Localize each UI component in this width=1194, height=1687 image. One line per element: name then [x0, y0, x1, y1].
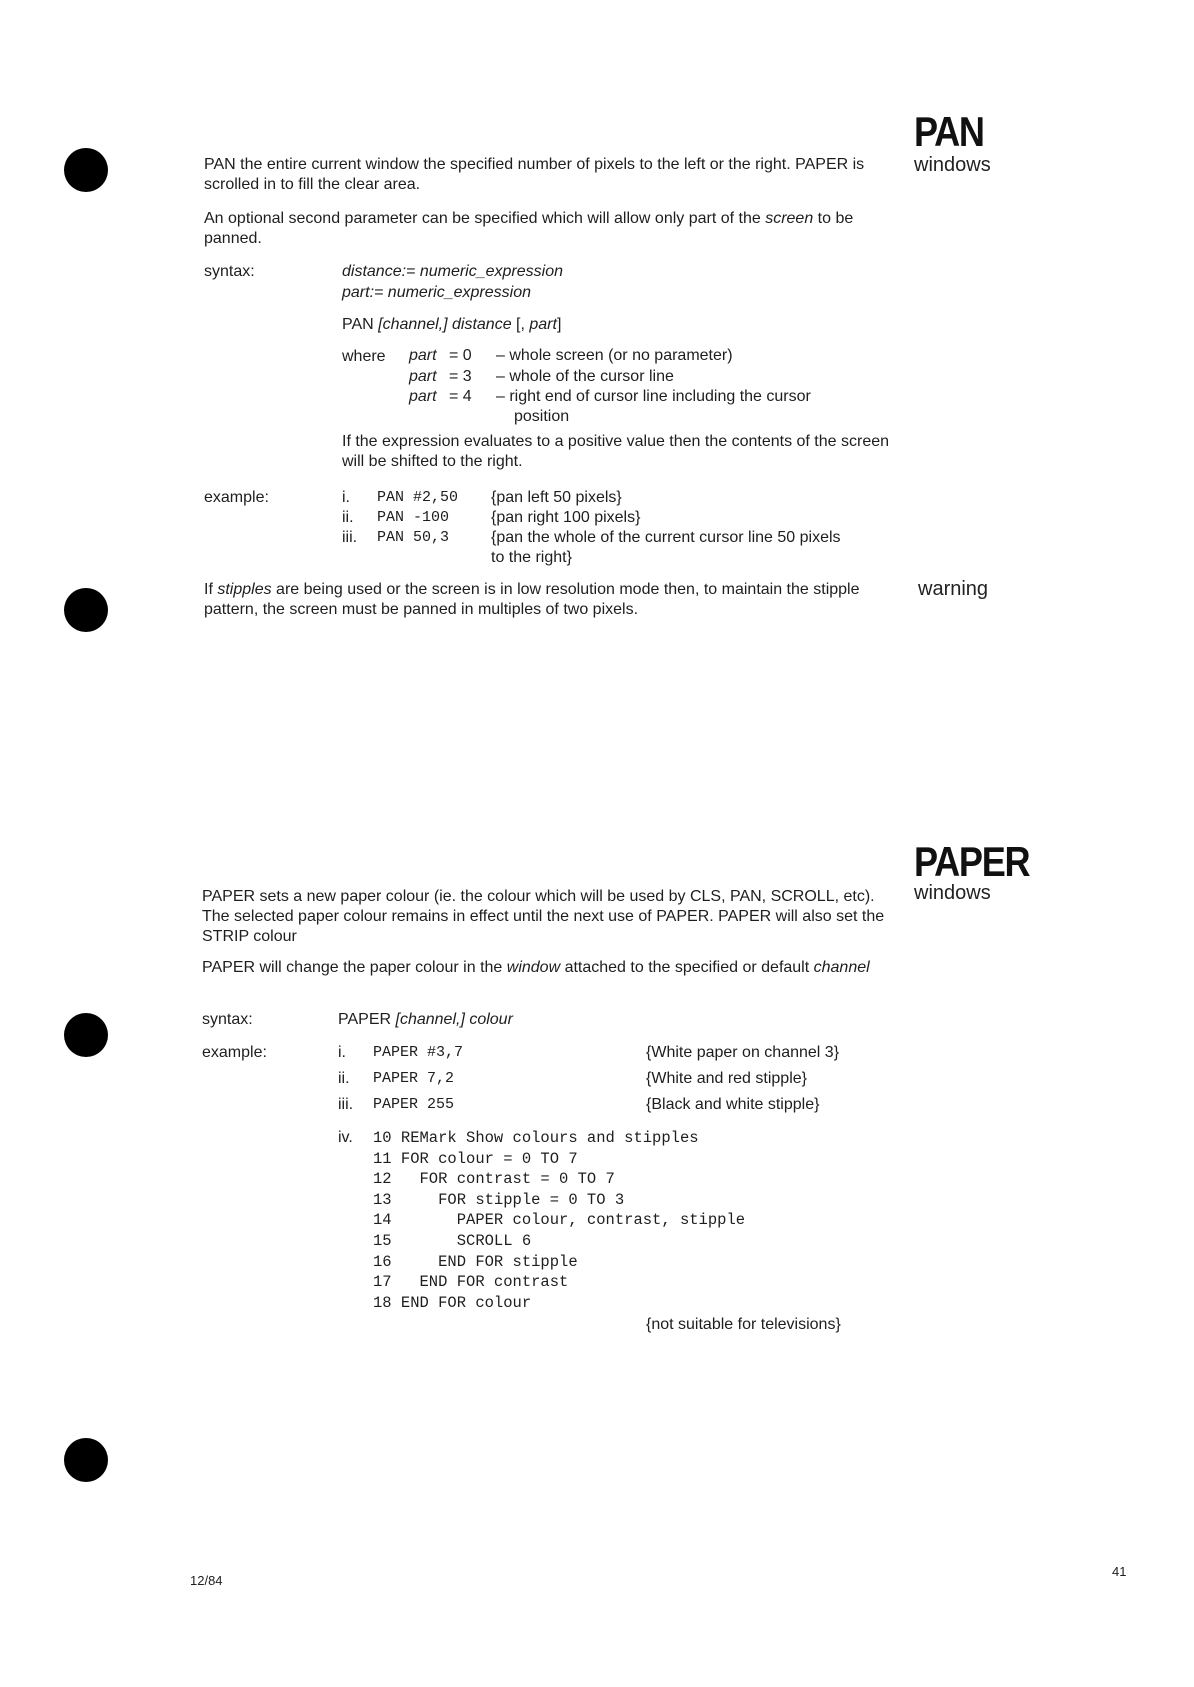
paper-program-line: 13 FOR stipple = 0 TO 3 [373, 1190, 625, 1209]
paper-example-num: ii. [338, 1070, 350, 1087]
paper-example-code: PAPER #3,7 [373, 1044, 464, 1061]
binder-hole [64, 1013, 108, 1057]
paper-program-line: 14 PAPER colour, contrast, stipple [373, 1211, 746, 1230]
paper-syntax-form: PAPER [channel,] colour [338, 1011, 513, 1028]
pan-intro: PAN the entire current window the specified number of pixels to the left or the right. PAPER is scrolled in to fill the clear area. [204, 156, 865, 193]
pan-title: PAN [914, 108, 984, 155]
pan-warning-text: If stipples are being used or the screen is in low resolution mode then, to maintain the stipple pattern, the screen must be panned in multiples of two pixels. [204, 581, 860, 618]
pan-category: windows [914, 154, 991, 176]
footer-date: 12/84 [190, 1573, 223, 1588]
pan-where-var: part [409, 347, 437, 364]
paper-example-code: PAPER 255 [373, 1096, 455, 1113]
paper-program-note: {not suitable for televisions} [646, 1316, 841, 1333]
paper-intro-window: PAPER will change the paper colour in the window attached to the specified or default channel [202, 959, 870, 976]
paper-program-num: iv. [338, 1129, 353, 1146]
pan-intro-optional: An optional second parameter can be specified which will allow only part of the screen to be panned. [204, 210, 854, 247]
pan-example-num: ii. [342, 509, 354, 526]
paper-category: windows [914, 882, 991, 904]
pan-example-code: PAN #2,50 [377, 489, 459, 506]
pan-note: If the expression evaluates to a positive value then the contents of the screen will be shifted to the right. [342, 433, 890, 470]
pan-where-eq: = 0 [449, 347, 472, 364]
paper-program-line: 12 FOR contrast = 0 TO 7 [373, 1170, 615, 1189]
binder-hole [64, 148, 108, 192]
pan-where-var: part [409, 388, 437, 405]
paper-example-code: PAPER 7,2 [373, 1070, 455, 1087]
pan-where-var: part [409, 368, 437, 385]
paper-program-line: 11 FOR colour = 0 TO 7 [373, 1149, 578, 1168]
pan-where-desc: – right end of cursor line including the cursor [496, 388, 811, 405]
pan-example-num: iii. [342, 529, 358, 546]
paper-title: PAPER [914, 838, 1030, 885]
pan-syntax-distance: distance:= numeric_expression [342, 263, 564, 280]
pan-where-eq: = 3 [449, 368, 472, 385]
paper-example-num: i. [338, 1044, 346, 1061]
pan-where-label: where [342, 348, 386, 365]
paper-program-line: 17 END FOR contrast [373, 1273, 569, 1292]
paper-example-comment: {White and red stipple} [646, 1070, 807, 1087]
paper-syntax-label: syntax: [202, 1011, 253, 1028]
pan-where-desc: – whole screen (or no parameter) [496, 347, 733, 364]
paper-program-line: 15 SCROLL 6 [373, 1232, 532, 1250]
pan-where-desc: – whole of the cursor line [496, 368, 674, 385]
paper-program-line: 10 REMark Show colours and stipples [373, 1129, 699, 1147]
pan-example-code: PAN 50,3 [377, 529, 450, 546]
pan-syntax-part: part:= numeric_expression [342, 284, 531, 301]
pan-example-code: PAN -100 [377, 509, 450, 526]
paper-intro: PAPER sets a new paper colour (ie. the colour which will be used by CLS, PAN, SCROLL, etc). The selected paper colour remains in effect until the next use of PAPER. PAPER will also set the STRIP colour [202, 888, 885, 945]
pan-example-comment: {pan the whole of the current cursor line 50 pixels [491, 529, 841, 546]
pan-warning-label: warning [918, 578, 989, 600]
paper-example-comment: {White paper on channel 3} [646, 1044, 840, 1061]
pan-syntax-label: syntax: [204, 263, 255, 280]
paper-program-line: 18 END FOR colour [373, 1293, 532, 1312]
pan-where-eq: = 4 [449, 388, 472, 405]
pan-example-comment: {pan right 100 pixels} [491, 509, 641, 526]
pan-example-num: i. [342, 489, 350, 506]
binder-hole [64, 588, 108, 632]
pan-syntax-form: PAN [channel,] distance [, part] [342, 316, 562, 333]
paper-example-comment: {Black and white stipple} [646, 1096, 820, 1113]
pan-example-label: example: [204, 489, 269, 506]
pan-example-comment: {pan left 50 pixels} [491, 489, 622, 506]
paper-program-line: 16 END FOR stipple [373, 1252, 578, 1271]
pan-where-desc-cont: position [514, 408, 570, 425]
paper-example-num: iii. [338, 1096, 354, 1113]
binder-hole [64, 1438, 108, 1482]
pan-example-comment-cont: to the right} [491, 549, 572, 566]
page-number: 41 [1112, 1564, 1127, 1579]
paper-example-label: example: [202, 1044, 267, 1061]
